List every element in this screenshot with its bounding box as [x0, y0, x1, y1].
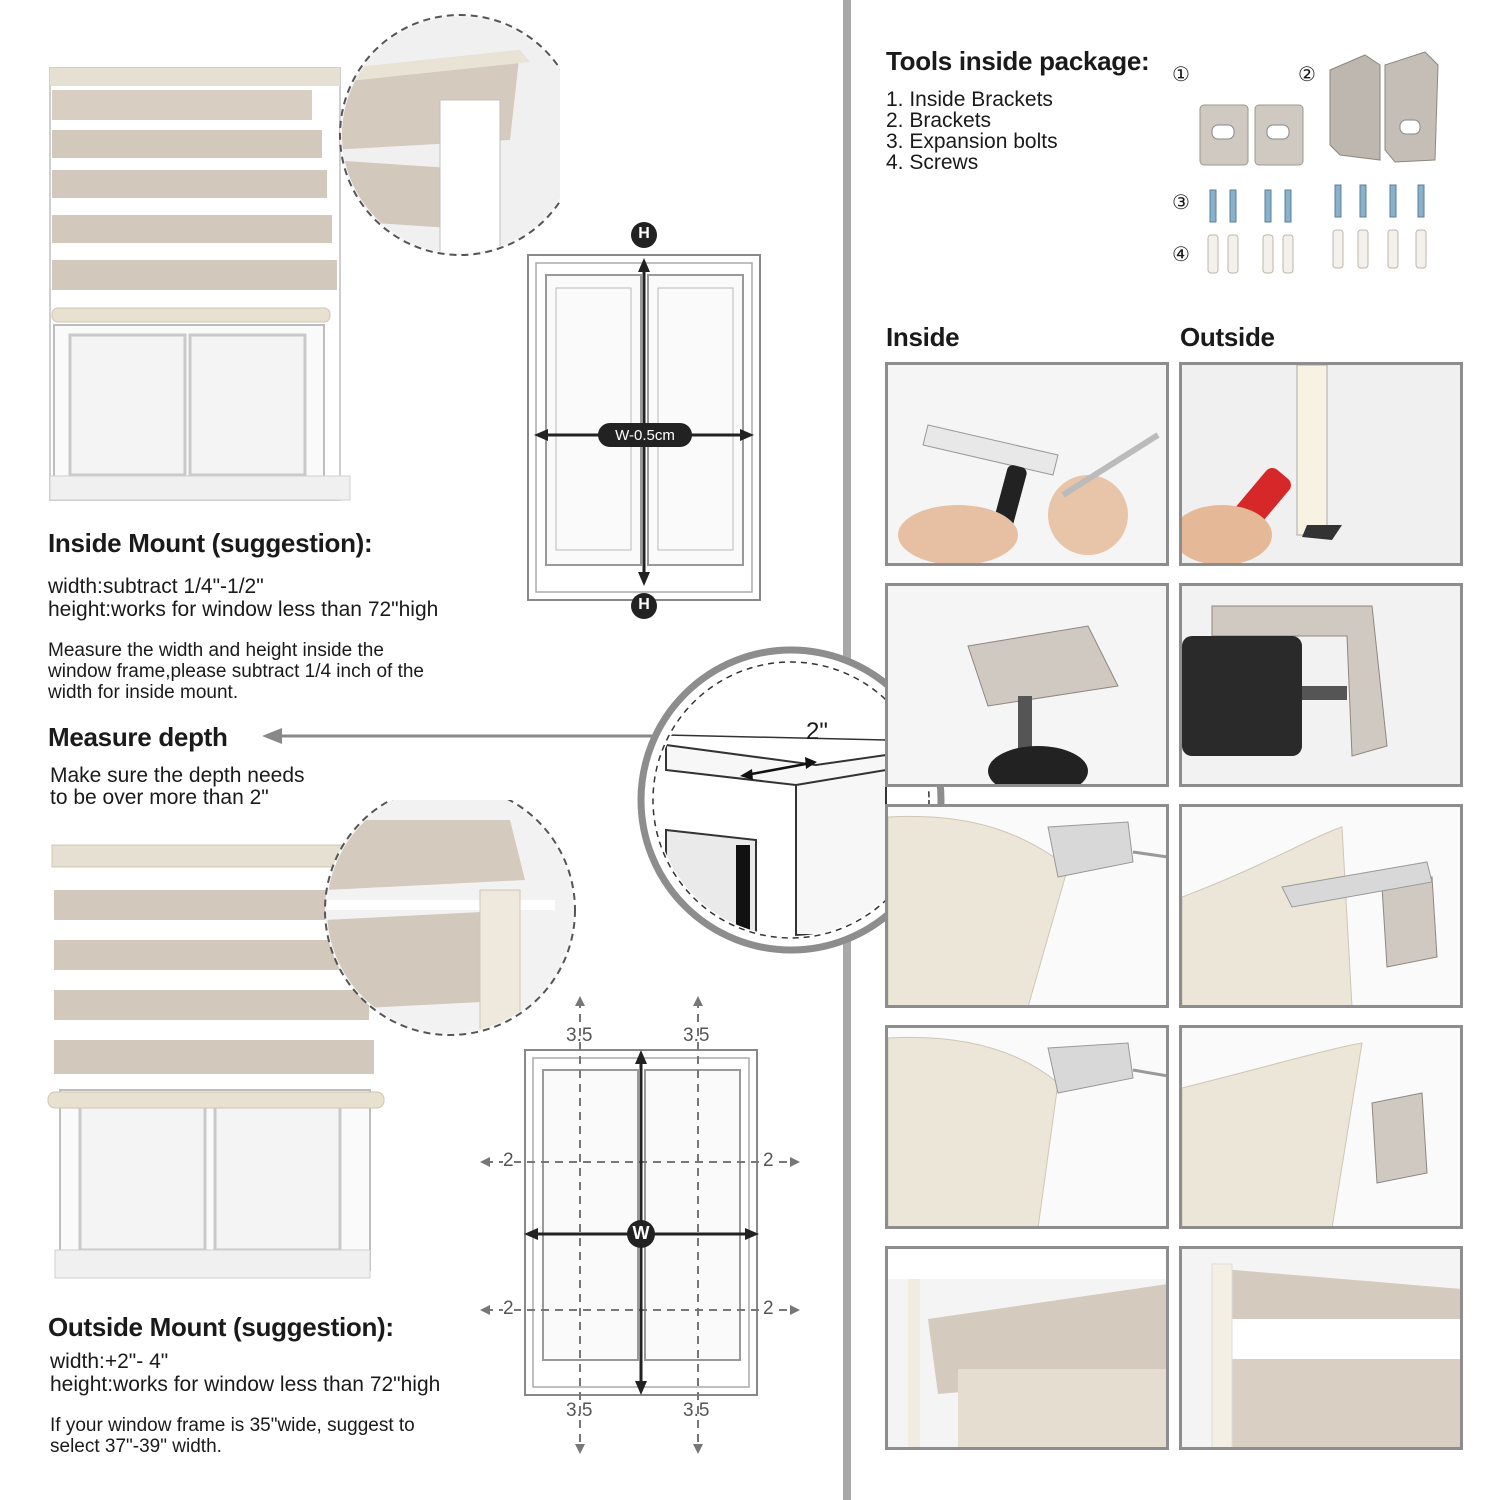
- diagram-width-label: W-0.5cm: [615, 427, 675, 444]
- inside-mount-height: height:works for window less than 72"high: [48, 598, 439, 621]
- tools-photo: [1190, 50, 1490, 280]
- measure-depth-note-2: to be over more than 2": [50, 786, 269, 809]
- inside-mount-note-3: width for inside mount.: [48, 682, 239, 703]
- margin-bottom-left: 3.5: [566, 1400, 593, 1421]
- inside-step-bracket-photo: [885, 583, 1169, 787]
- outside-mount-note-2: select 37"-39" width.: [50, 1436, 222, 1457]
- inside-mount-width: width:subtract 1/4"-1/2": [48, 575, 264, 598]
- outside-column-label: Outside: [1180, 322, 1275, 352]
- measure-depth-note-1: Make sure the depth needs: [50, 764, 305, 787]
- tool-marker-1: ①: [1172, 64, 1190, 86]
- inside-step-clip-photo: [885, 804, 1169, 1008]
- tool-item-2: 2. Brackets: [886, 109, 992, 132]
- measure-depth-heading: Measure depth: [48, 722, 228, 752]
- tool-marker-3: ③: [1172, 192, 1190, 214]
- depth-pointer-arrow: [260, 722, 660, 752]
- tools-heading: Tools inside package:: [886, 46, 1150, 76]
- inside-mount-note-2: window frame,please subtract 1/4 inch of the: [48, 661, 424, 682]
- inside-mount-note-1: Measure the width and height inside the: [48, 640, 384, 661]
- outside-step-finished-photo: [1179, 1246, 1463, 1450]
- inside-mount-heading: Inside Mount (suggestion):: [48, 528, 373, 558]
- margin-side-upper-left: 2: [503, 1150, 514, 1171]
- inside-step-measure-photo: [885, 362, 1169, 566]
- margin-side-upper-right: 2: [763, 1150, 774, 1171]
- margin-top-left: 3.5: [566, 1025, 593, 1046]
- inside-column-label: Inside: [886, 322, 960, 352]
- outside-mount-width: width:+2"- 4": [50, 1350, 169, 1373]
- inside-mount-diagram: [520, 220, 770, 620]
- outside-step-attach-photo: [1179, 1025, 1463, 1229]
- outside-step-bracket-photo: [1179, 583, 1463, 787]
- margin-side-lower-left: 2: [503, 1298, 514, 1319]
- inside-step-finished-photo: [885, 1246, 1169, 1450]
- outside-mount-height: height:works for window less than 72"high: [50, 1373, 441, 1396]
- diagram-w-label: W: [632, 1223, 650, 1243]
- depth-value-label: 2": [806, 718, 828, 745]
- diagram-h-bottom-label: H: [638, 596, 650, 613]
- inside-step-attach-photo: [885, 1025, 1169, 1229]
- tool-item-4: 4. Screws: [886, 151, 979, 174]
- margin-bottom-right: 3.5: [683, 1400, 710, 1421]
- margin-side-lower-right: 2: [763, 1298, 774, 1319]
- diagram-h-top-label: H: [638, 225, 650, 242]
- inside-mount-illustration: [40, 10, 560, 510]
- outside-step-clip-photo: [1179, 804, 1463, 1008]
- outside-mount-note-1: If your window frame is 35"wide, suggest to: [50, 1415, 415, 1436]
- outside-step-measure-photo: [1179, 362, 1463, 566]
- tool-marker-2: ②: [1298, 64, 1316, 86]
- tool-marker-4: ④: [1172, 244, 1190, 266]
- tool-item-3: 3. Expansion bolts: [886, 130, 1058, 153]
- tool-item-1: 1. Inside Brackets: [886, 88, 1053, 111]
- margin-top-right: 3.5: [683, 1025, 710, 1046]
- outside-mount-heading: Outside Mount (suggestion):: [48, 1312, 394, 1342]
